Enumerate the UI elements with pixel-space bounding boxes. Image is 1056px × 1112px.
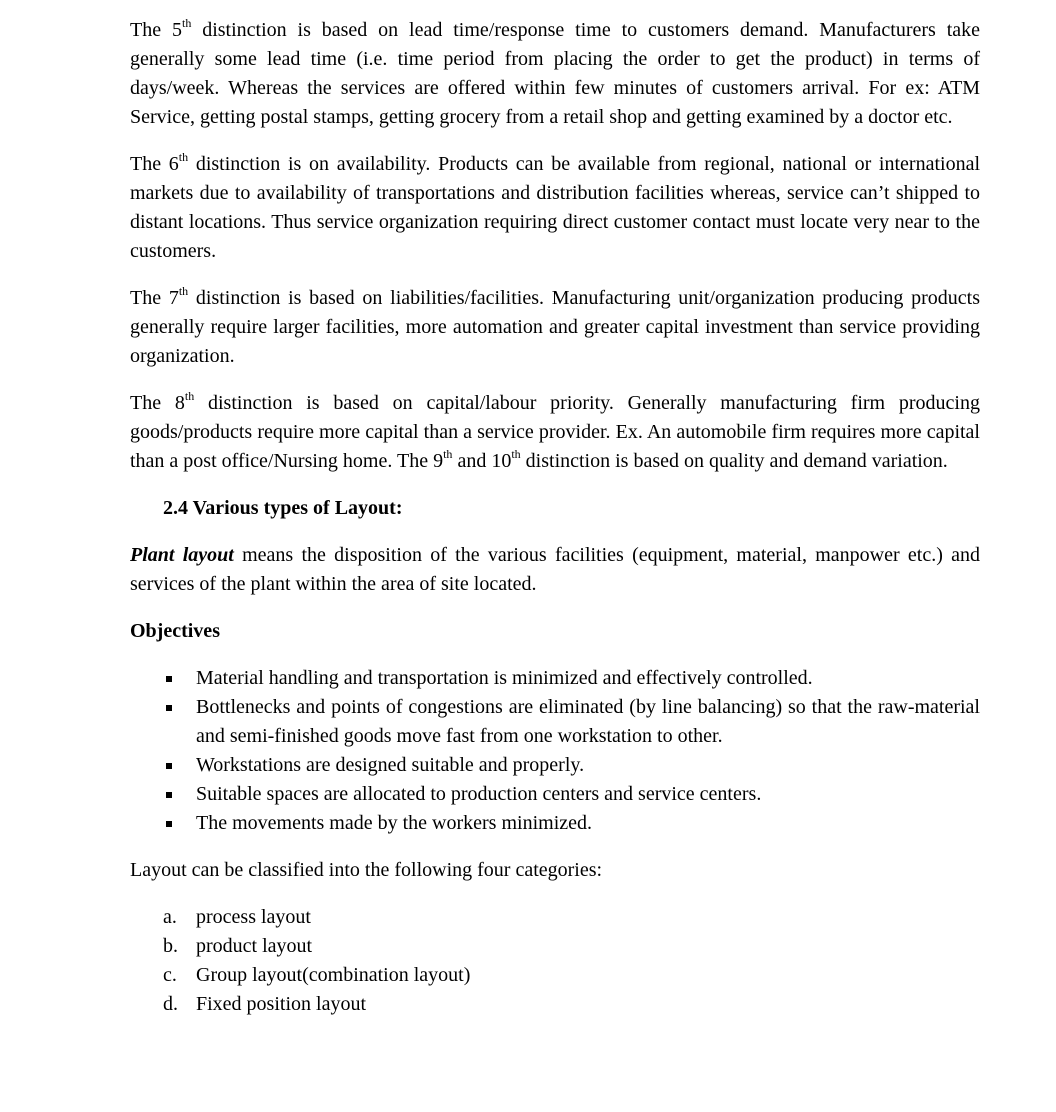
- paragraph-text: distinction is based on lead time/response time to customers demand. Manufacturers take generally some lead time (i.e. time period from placing the order to get the product) in terms of days/week. Whereas the services are offered within few minutes of customers arrival. For ex: ATM Service, getting postal stamps, getting grocery from a retail shop and getting examined by a doctor etc.: [130, 19, 981, 128]
- bullet-icon: [166, 676, 172, 682]
- paragraph-plant-layout: [130, 541, 980, 599]
- list-item: [130, 751, 980, 780]
- paragraph-distinction-8: [130, 389, 980, 476]
- categories-list: [130, 903, 980, 1019]
- bullet-icon: [166, 763, 172, 769]
- term-plant-layout: Plant layout: [130, 544, 234, 566]
- paragraph-text: distinction is based on capital/labour priority. Generally manufacturing firm producing goods/products require more capital than a service provider. Ex. An automobile firm requires more capital than a post office/Nursing home. The 9: [130, 392, 980, 472]
- list-item: [130, 780, 980, 809]
- paragraph-distinction-5: [130, 16, 980, 132]
- paragraph-distinction-6: [130, 150, 980, 266]
- objectives-list: [130, 664, 980, 838]
- superscript: th: [178, 150, 189, 165]
- list-item-text: process layout: [196, 906, 311, 928]
- list-item: [130, 990, 980, 1019]
- bullet-icon: [166, 792, 172, 798]
- paragraph-text: distinction is based on liabilities/facilities. Manufacturing unit/organization producing products generally require larger facilities, more automation and greater capital investment than service providing organization.: [130, 287, 980, 367]
- list-item: [130, 693, 980, 751]
- list-item-text: Suitable spaces are allocated to production centers and service centers.: [196, 783, 762, 805]
- paragraph-text: means the disposition of the various facilities (equipment, material, manpower etc.) and services of the plant within the area of site located.: [130, 544, 980, 595]
- section-heading: 2.4 Various types of Layout:: [163, 497, 403, 519]
- paragraph-text: and 10: [452, 450, 512, 472]
- list-item-text: Bottlenecks and points of congestions are eliminated (by line balancing) so that the raw-material and semi-finished goods move fast from one workstation to other.: [196, 696, 980, 747]
- list-item-text: product layout: [196, 935, 313, 957]
- list-marker: c.: [163, 964, 177, 986]
- document-page: [130, 16, 980, 1019]
- paragraph-text: distinction is based on quality and demand variation.: [520, 450, 948, 472]
- bullet-icon: [166, 705, 172, 711]
- paragraph-text: The 8: [130, 392, 185, 414]
- categories-intro: Layout can be classified into the following four categories:: [130, 859, 603, 881]
- paragraph-text: The 7: [130, 287, 179, 309]
- superscript: th: [181, 16, 192, 31]
- list-item: [130, 903, 980, 932]
- list-item: [130, 809, 980, 838]
- superscript: th: [443, 447, 453, 462]
- list-item-text: Material handling and transportation is minimized and effectively controlled.: [196, 667, 813, 689]
- list-item-text: Workstations are designed suitable and properly.: [196, 754, 585, 776]
- paragraph-distinction-7: [130, 284, 980, 371]
- superscript: th: [511, 447, 521, 462]
- list-item-text: The movements made by the workers minimized.: [196, 812, 593, 834]
- list-item: [130, 664, 980, 693]
- objectives-heading: Objectives: [130, 620, 220, 642]
- list-item-text: Group layout(combination layout): [196, 964, 471, 986]
- list-item: [130, 961, 980, 990]
- bullet-icon: [166, 821, 172, 827]
- list-marker: a.: [163, 906, 177, 928]
- superscript: th: [178, 284, 189, 299]
- paragraph-text: distinction is on availability. Products can be available from regional, national or international markets due to availability of transportations and distribution facilities whereas, service can’t shipped to distant locations. Thus service organization requiring direct customer contact must locate very near to the customers.: [130, 153, 981, 262]
- list-marker: b.: [163, 935, 178, 957]
- list-marker: d.: [163, 993, 178, 1015]
- list-item-text: Fixed position layout: [196, 993, 366, 1015]
- superscript: th: [184, 389, 195, 404]
- paragraph-text: The 6: [130, 153, 179, 175]
- paragraph-text: The 5: [130, 19, 182, 41]
- list-item: [130, 932, 980, 961]
